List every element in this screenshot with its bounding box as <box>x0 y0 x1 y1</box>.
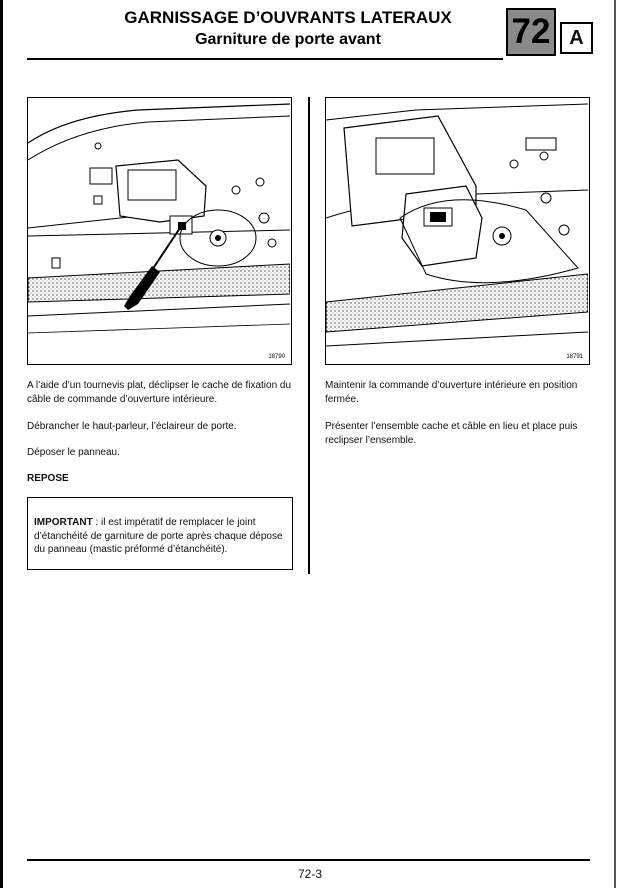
important-text: : il est impératif de remplacer le joint d’étanchéité de garniture de porte après chaque dépose du panneau (mastic préformé d’étanchéité). <box>34 517 283 555</box>
section-heading-repose: REPOSE <box>27 473 69 484</box>
figure-reference-left: 18790 <box>268 354 285 360</box>
right-paragraph-2: Présenter l’ensemble cache et câble en lieu et place puis reclipser l’ensemble. <box>325 421 578 446</box>
door-trim-drawing-right <box>326 98 588 363</box>
page-number: 72-3 <box>297 867 323 881</box>
left-paragraph-1: A l’aide d’un tournevis plat, déclipser le cache de fixation du câble de commande d’ouverture intérieure. <box>27 380 292 405</box>
page-left-border <box>0 0 3 888</box>
figure-reference-right: 18791 <box>566 354 583 360</box>
left-paragraph-3: Déposer le panneau. <box>27 447 120 458</box>
header-rule <box>27 58 503 60</box>
illustration-left <box>27 97 292 365</box>
page-subtitle: Garniture de porte avant <box>195 31 381 48</box>
right-paragraph-1: Maintenir la commande d’ouverture intérieure en position fermée. <box>325 380 578 405</box>
important-label: IMPORTANT <box>34 517 93 528</box>
important-note-box <box>27 497 293 570</box>
door-trim-drawing-left <box>28 98 290 363</box>
left-paragraph-2: Débrancher le haut-parleur, l’éclaireur de porte. <box>27 421 237 432</box>
illustration-right <box>325 97 590 365</box>
page-title: GARNISSAGE D’OUVRANTS LATERAUX <box>124 8 452 27</box>
column-divider <box>308 97 310 574</box>
footer-rule <box>27 859 590 861</box>
page-right-border <box>614 0 616 888</box>
chapter-number-badge: 72 <box>506 8 556 56</box>
section-letter-badge: A <box>560 22 593 54</box>
